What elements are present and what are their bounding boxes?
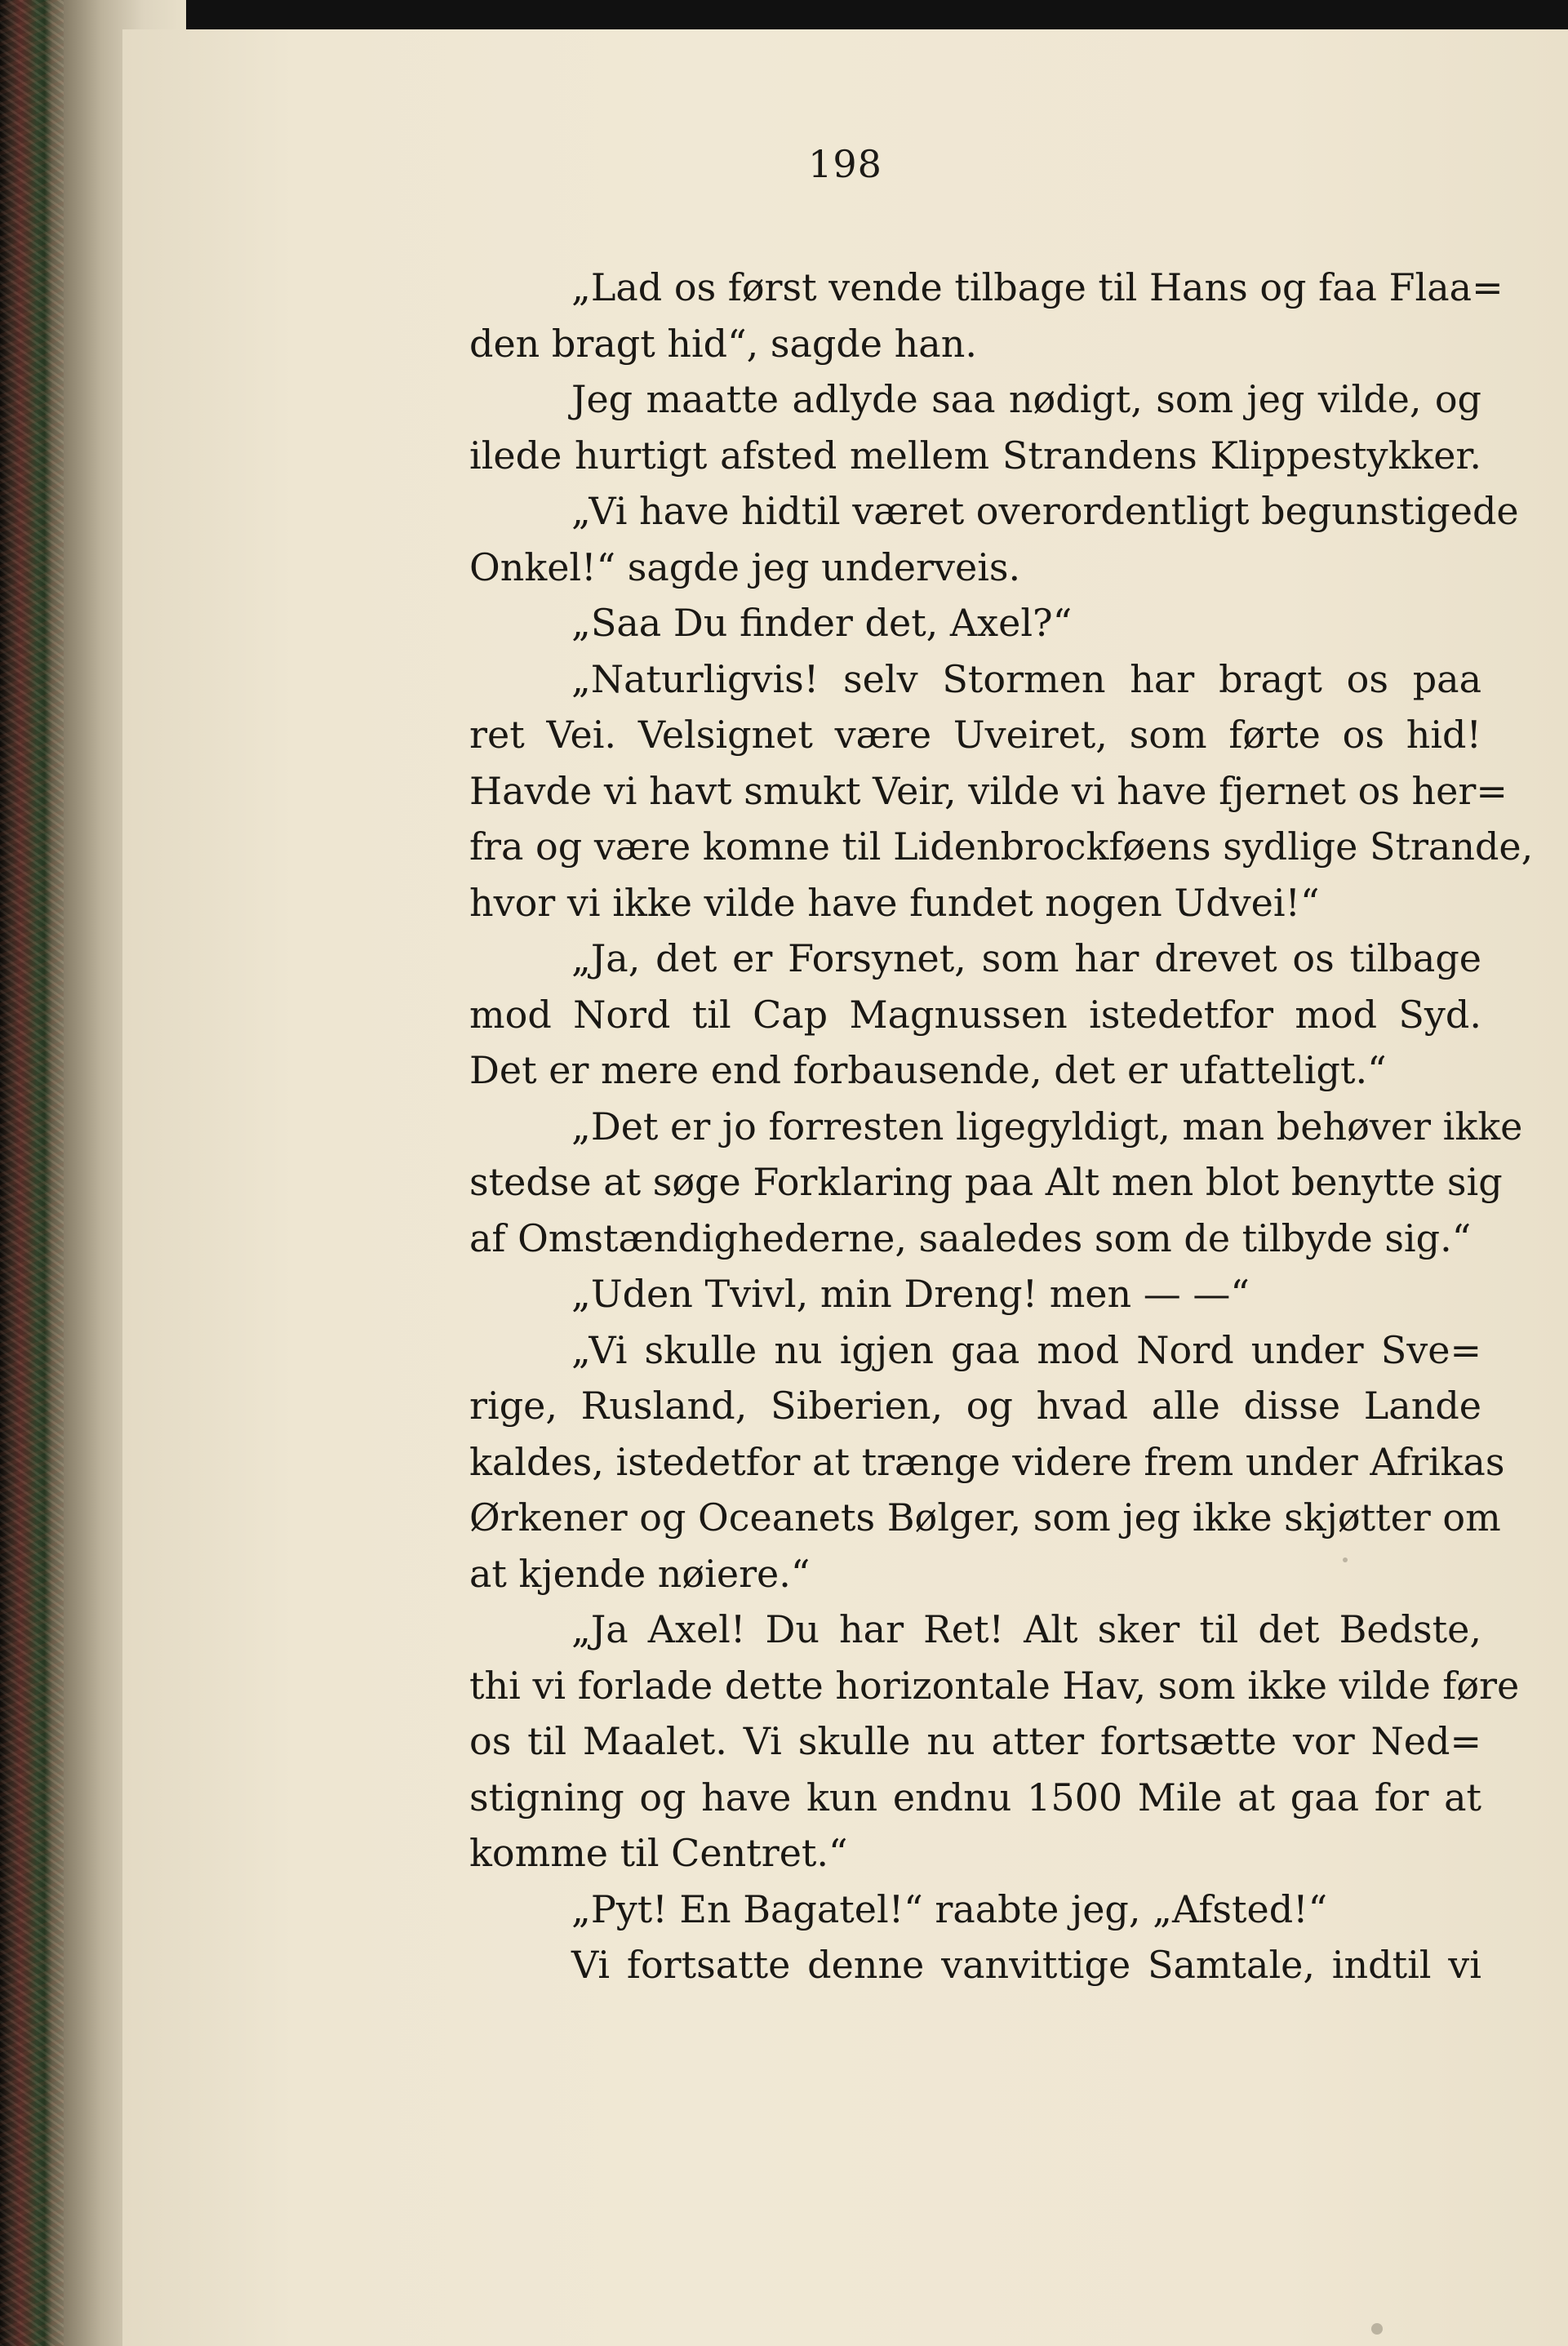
text-line: kaldes, istedetfor at trænge videre frem under Afrikas [469, 1439, 1505, 1484]
text-line: „Uden Tvivl, min Dreng! men — —“ [571, 1272, 1250, 1316]
text-line: rige, Rusland, Siberien, og hvad alle disse Lande [469, 1384, 1481, 1428]
text-line: den bragt hid“, sagde han. [469, 321, 977, 366]
text-line: mod Nord til Cap Magnussen istedetfor mod Syd. [469, 992, 1481, 1037]
text-line: stedse at søge Forklaring paa Alt men blot benytte sig [469, 1160, 1503, 1204]
text-line: af Omstændighederne, saaledes som de tilbyde sig.“ [469, 1215, 1472, 1260]
text-line: Ørkener og Oceanets Bølger, som jeg ikke skjøtter om [469, 1495, 1501, 1540]
text-line: „Saa Du finder det, Axel?“ [571, 601, 1073, 645]
text-line: „Det er jo forresten ligegyldigt, man behøver ikke [571, 1104, 1523, 1149]
text-line: Jeg maatte adlyde saa nødigt, som jeg vilde, og [571, 377, 1481, 421]
text-line: „Naturligvis! selv Stormen har bragt os paa [571, 656, 1481, 701]
text-line: Det er mere end forbausende, det er ufatteligt.“ [469, 1048, 1387, 1092]
text-line: ret Vei. Velsignet være Uveiret, som førte os hid! [469, 713, 1481, 757]
text-line: komme til Centret.“ [469, 1831, 848, 1875]
body-text [469, 260, 1534, 1993]
ink-speck [1343, 1557, 1348, 1562]
text-line: Vi fortsatte denne vanvittige Samtale, indtil vi [571, 1943, 1481, 1987]
text-line: „Ja Axel! Du har Ret! Alt sker til det Bedste, [571, 1607, 1481, 1651]
text-line: hvor vi ikke vilde have fundet nogen Udvei!“ [469, 880, 1320, 925]
page-number: 198 [808, 142, 882, 186]
ink-speck [1371, 2323, 1383, 2335]
text-line: „Vi skulle nu igjen gaa mod Nord under Sve= [571, 1327, 1481, 1372]
text-line: at kjende nøiere.“ [469, 1551, 811, 1596]
text-line: Havde vi havt smukt Veir, vilde vi have fjernet os her= [469, 768, 1508, 813]
text-line: „Lad os først vende tilbage til Hans og faa Flaa= [571, 265, 1504, 309]
marbled-endpaper [0, 0, 64, 2346]
text-line: „Ja, det er Forsynet, som har drevet os tilbage [571, 936, 1481, 980]
text-line: fra og være komne til Lidenbrockføens sydlige Strande, [469, 824, 1534, 869]
text-line: „Pyt! En Bagatel!“ raabte jeg, „Afsted!“ [571, 1886, 1328, 1931]
text-line: „Vi have hidtil været overordentligt begunstigede [571, 489, 1519, 533]
text-line: os til Maalet. Vi skulle nu atter fortsætte vor Ned= [469, 1719, 1481, 1763]
text-line: Onkel!“ sagde jeg underveis. [469, 544, 1021, 589]
text-line: ilede hurtigt afsted mellem Strandens Klippestykker. [469, 433, 1481, 478]
text-line: stigning og have kun endnu 1500 Mile at gaa for at [469, 1775, 1481, 1819]
text-line: thi vi forlade dette horizontale Hav, som ikke vilde føre [469, 1663, 1520, 1708]
